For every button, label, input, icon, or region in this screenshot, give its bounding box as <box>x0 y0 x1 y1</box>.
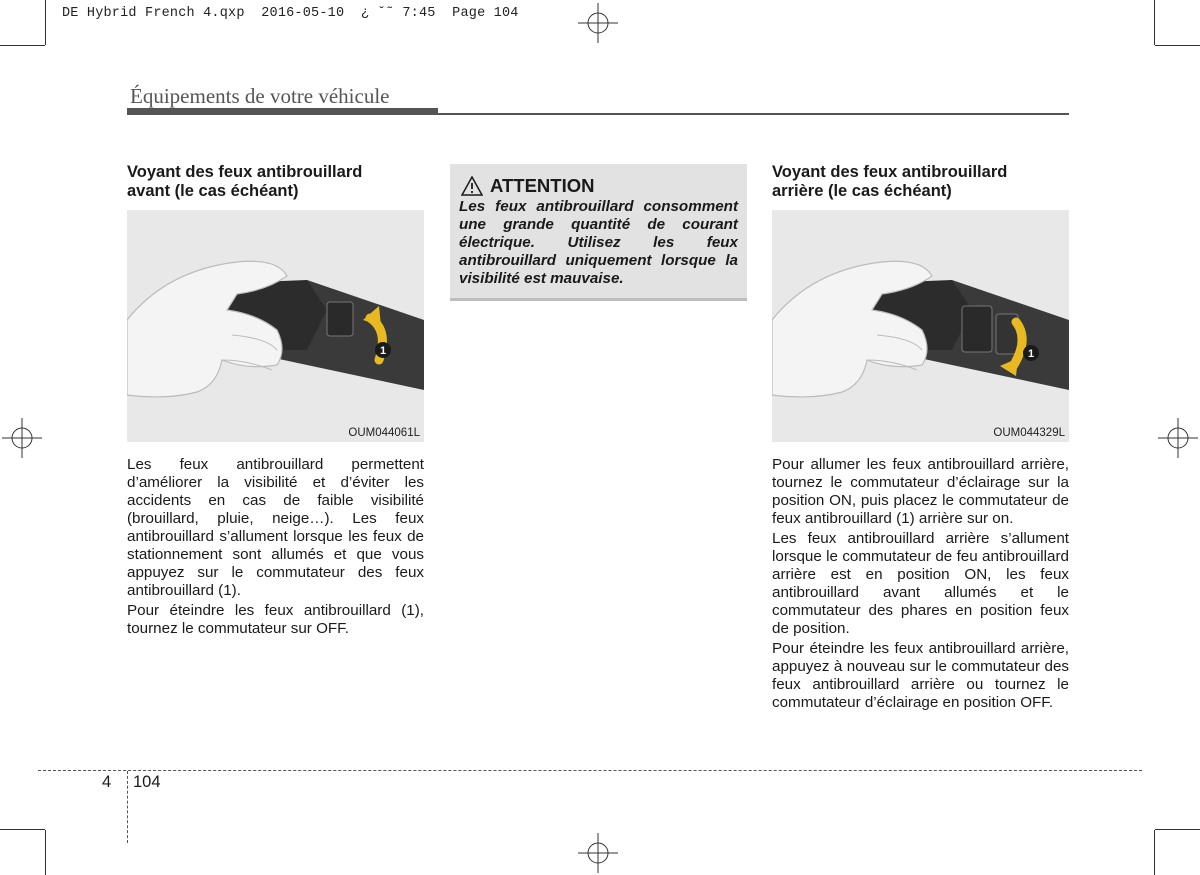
registration-mark-icon <box>1158 418 1198 458</box>
left-figure <box>127 210 424 442</box>
attention-title: ATTENTION <box>490 175 595 196</box>
rear-fog-light-switch-illustration <box>772 210 1069 442</box>
crop-mark <box>45 0 46 45</box>
callout-number: 1 <box>379 345 387 357</box>
left-heading <box>127 163 424 201</box>
paragraph: Pour éteindre les feux antibrouillard arrière, appuyez à nouveau sur le commutateur des feux antibrouillard arrière ou tournez le commutateur d’éclairage en position OFF. <box>772 640 1069 711</box>
chapter-number: 4 <box>102 773 112 791</box>
footer-rule <box>38 770 1142 771</box>
fog-light-switch-illustration <box>127 210 424 442</box>
left-heading-line: avant (le cas échéant) <box>127 182 299 200</box>
crop-mark <box>45 830 46 875</box>
right-heading-line: Voyant des feux antibrouillard <box>772 163 1008 181</box>
crop-mark <box>1154 0 1155 45</box>
registration-mark-icon <box>578 3 618 43</box>
right-figure <box>772 210 1069 442</box>
header-rule <box>127 108 438 115</box>
page-number: 104 <box>133 773 161 791</box>
crop-mark <box>0 829 45 830</box>
crop-mark <box>1154 830 1155 875</box>
left-body <box>127 456 424 640</box>
registration-mark-icon <box>2 418 42 458</box>
header-rule <box>438 113 1069 115</box>
callout-number: 1 <box>1027 348 1035 360</box>
right-body <box>772 456 1069 714</box>
footer-divider <box>127 771 128 843</box>
callout-marker <box>1023 345 1039 361</box>
crop-mark <box>1155 829 1200 830</box>
paragraph: Pour éteindre les feux antibrouillard (1), tournez le commutateur sur OFF. <box>127 602 424 637</box>
right-heading <box>772 163 1069 201</box>
section-title: Équipements de votre véhicule <box>130 84 390 108</box>
right-heading-line: arrière (le cas échéant) <box>772 182 952 200</box>
left-heading-line: Voyant des feux antibrouillard <box>127 163 363 181</box>
attention-body: Les feux antibrouillard consomment une grande quantité de courant électrique. Utilisez les feux antibrouillard uniquement lorsque la visibilité est mauvaise. <box>459 198 738 287</box>
paragraph: Les feux antibrouillard arrière s’allument lorsque le commutateur de feu antibrouillard arrière est en position ON, les feux antibrouillard avant allumés et le commutateur des phares en position feux de position. <box>772 530 1069 637</box>
paragraph: Les feux antibrouillard permettent d’améliorer la visibilité et d’éviter les accidents en cas de faible visibilité (brouillard, pluie, neige…). Les feux antibrouillard s’allument lorsque les feux de stationnement sont allumés et que vous appuyez sur le commutateur des feux antibrouillard (1). <box>127 456 424 599</box>
crop-mark <box>1155 45 1200 46</box>
attention-box <box>450 164 747 301</box>
registration-mark-icon <box>578 833 618 873</box>
warning-triangle-icon <box>461 176 483 196</box>
crop-mark <box>0 45 45 46</box>
print-slug: DE Hybrid French 4.qxp 2016-05-10 ¿ ˘˜ 7:45 Page 104 <box>62 6 519 21</box>
figure-code: OUM044329L <box>993 427 1065 439</box>
paragraph: Pour allumer les feux antibrouillard arrière, tournez le commutateur d’éclairage sur la position ON, puis placez le commutateur de feux antibrouillard (1) arrière sur on. <box>772 456 1069 527</box>
figure-code: OUM044061L <box>348 427 420 439</box>
callout-marker <box>375 342 391 358</box>
